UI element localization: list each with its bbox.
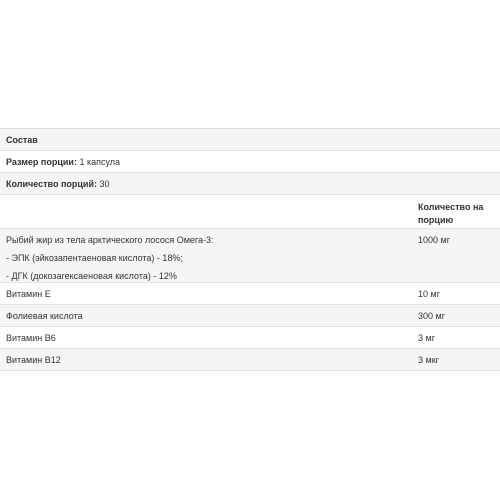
serving-size xyxy=(6,157,120,167)
table-row xyxy=(0,349,500,371)
table-row xyxy=(0,283,500,305)
nutrient-amount: 10 мг xyxy=(418,289,440,299)
table-row xyxy=(0,327,500,349)
epa-line: - ЭПК (эйкозапентаеновая кислота) - 18%; xyxy=(6,253,183,263)
servings-value: 30 xyxy=(96,179,110,189)
nutrient-name: Фолиевая кислота xyxy=(6,311,83,321)
composition-table xyxy=(0,128,500,371)
nutrient-amount: 3 мкг xyxy=(418,355,439,365)
table-title: Состав xyxy=(6,135,38,145)
nutrient-name: Витамин B6 xyxy=(6,333,56,343)
serving-size-value: 1 капсула xyxy=(76,157,121,167)
dha-line: - ДГК (докозагексаеновая кислота) - 12% xyxy=(6,271,177,281)
table-title-row xyxy=(0,129,500,151)
amount-header-row xyxy=(0,195,500,229)
nutrient-name: Витамин E xyxy=(6,289,51,299)
fish-oil-name: Рыбий жир из тела арктического лосося Омега-3: xyxy=(6,235,214,245)
nutrient-name: Витамин B12 xyxy=(6,355,61,365)
fish-oil-row xyxy=(0,229,500,283)
table-row xyxy=(0,305,500,327)
nutrient-amount: 3 мг xyxy=(418,333,435,343)
serving-size-row xyxy=(0,151,500,173)
fish-oil-amount: 1000 мг xyxy=(418,235,450,245)
amount-header: Количество на порцию xyxy=(418,202,484,225)
nutrient-amount: 300 мг xyxy=(418,311,445,321)
serving-size-label: Размер порции: xyxy=(6,157,77,167)
servings-row xyxy=(0,173,500,195)
servings xyxy=(6,179,110,189)
servings-label: Количество порций: xyxy=(6,179,97,189)
